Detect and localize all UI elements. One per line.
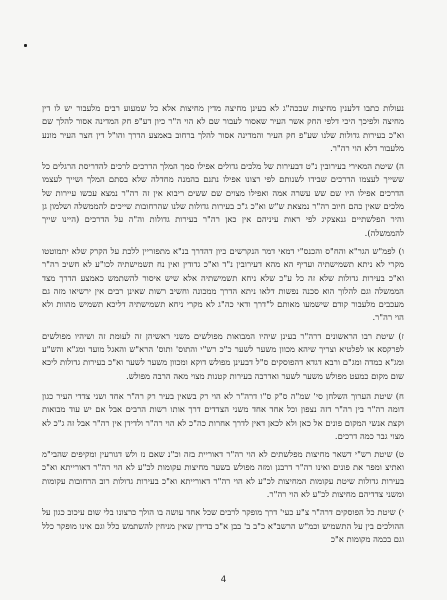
body-text: [42, 102, 404, 546]
paragraph-6: ו) לפמ"ש הגר"א והח"ס והכנס"י דמאי דמר הנקרשים כיון דהדרך בנ"א מתפזריין ללכת על הקרק שלא יתמוטטו מקרי לא ניתא תשמישתיה ועדיף הא מהא דעירובין נ"ד וא"כ גדודין ואין נח תשמישתיה לכו"ע לא חשיב רה"ר וא"כ בעירות גדולות שלא זה כל ע"כ שלא ניחא תשמישתיה אלא שיש איסור להשתמש כאמצע הדרך מצד הממשלה וגם להלוך הוא סכנה נפשות דלאו ניתא הדרך ממכונה וחשיב רשות שאינן רבים אין ירשיאו מזה גם מעכבים מלעבור קודם שישמעו מאותם ל"דרך ודאי כה"ג לא מקרי ניחא תשמישתיה דליכא תשמיש מהוות ולא הוי רה"ר.: [42, 245, 405, 323]
page-number: 4: [220, 575, 227, 585]
paragraph-9: ט) שיטת רש"י דשאר מחיצות מפלשתים לא הוי רה"ר דאוריית בזה וכ"נ שאם נז ולש דגורעין ומקיפים שהבי"מ ואתיצ ומפר את פונים ואינו רה"ר דרבנן ומזה מפולש בשער מחיצות עקומות לכ"ע לא הוי רה"ר דאורייתא וא"כ בעירות גדולות שיטת עקומות המחיצות לכ"ע לא הוי רה"ר דאורייתא וא"כ בעירות גדולות רוב הרחובות עקומות ומשני צדדיהם מחיצות לכ"ע לא הוי רה"ר.: [42, 449, 404, 500]
scan-mark: [24, 44, 27, 47]
paragraph-7: ז) שיטת רבו הראשונים דרה"ר בעינן שיהיו המבואות מפולשים משני ראשיהן זה לעומת זה ושיהיו מפולשים לפרקסא או לפלטיא וצריך שיהא מכוון משער לשער כ"כ רש"י והתוס' ותוס' הרא"ש והאגל מועד ומג"א והש"ע ומג"א כמדה ומג"ם ורבא דגדא דהפוסקים ס"ל דבעינן מפולש דוקא ומכוון משער לשער וא"כ בעירות גדולות ליכא שום מקום כמעט מפולש משער לשער ואדרבה בעירות קטנות מצוי מאה הרבה מפולש.: [42, 330, 404, 381]
paragraph-1: נעולות כתבו דלענין מחיצות שבכה"ג לא בעינן מחיצה מדין מחיצות אלא כל שמעוע רבים מלעבור יש לו דין מחיצה ולפיכך היכי דלפי החק אשר העיר שאסור לעבור שם לא הוי ה"ר כיון דע"פ חק המדינה אסור להלך שם וא"כ בעירות גדולות שלנו שע"פ חק העיר והמדינה אסור להלך ברחוב באמצע הדרך והו"ל דין חצר העיר מונע מלעבור דלא הוי רה"ר.: [42, 103, 404, 153]
paragraph-5: ה) שיטת המאירי בעירובין נ"ט דבעירות של מלכים גדולים אפילו סמך המלך הדרכים לרכים להדריסת הרגלים כל ששייך לעצמו הדרכים שבידו לשנותם לפי רצונו אפילו נתנם בהמנה מחדלה שלא בסתם המלך ושייך לעצמו הדרכים אפילו היו שם שש עשרה אמה ואפילו מצוים שם ששים ריבוא אין זה רה"ר נמצא עכשו עיירות של מלכים שאין כהם חיוב רה"ר נמצאת ש"ש וא"כ ג"כ בעירות גדולות שלנו שהרחובות שייכים להממשלה ושלמון גן והיר הפלשתיים גנאצקיג לפי ראות עיניהם אין כאן רה"ר בעירות גדולות וה"ה על הדרכים (היינו שייך להממשלה).: [42, 161, 404, 238]
paragraph-8: ח) שיטת הערוך השלחן סי' שמ"ה ס"ק ס"ו דרה"ר לא הוי רק בשאין בעיר רק רה"ר אחד ושני צדדי העיר כגון דומה רה"ר בין רה"ר דזה נצפון וכל אחד אחד משני הצדדים דרך אותו רשות הרבים אבל אם יש עוד מבואות וקצת אנשי המקום פונים אל כאן ולא לכאן דאין לדרך אחרות כה"כ לא הוי רה"ר ולדידן אין רה"ר אבל זה ג"כ לא מצוי גבר כמה דרכים.: [42, 390, 404, 441]
paragraph-10: י) שיטת כל הפוסקים דרה"ר צ"ע כעי' דרך מופקר לרבים שכל אחד עושה בו הולך כרצונו בלי שום עיכוב כגון על ההולכים בין על התשמיש וכמ"ש הרשב"א כ"ב ב' בבן א"כ בדידן שאין מניחין להשתמש כלל וגם אינו מופקר כלל וגם בכמה מקומות א"כ: [42, 507, 404, 544]
